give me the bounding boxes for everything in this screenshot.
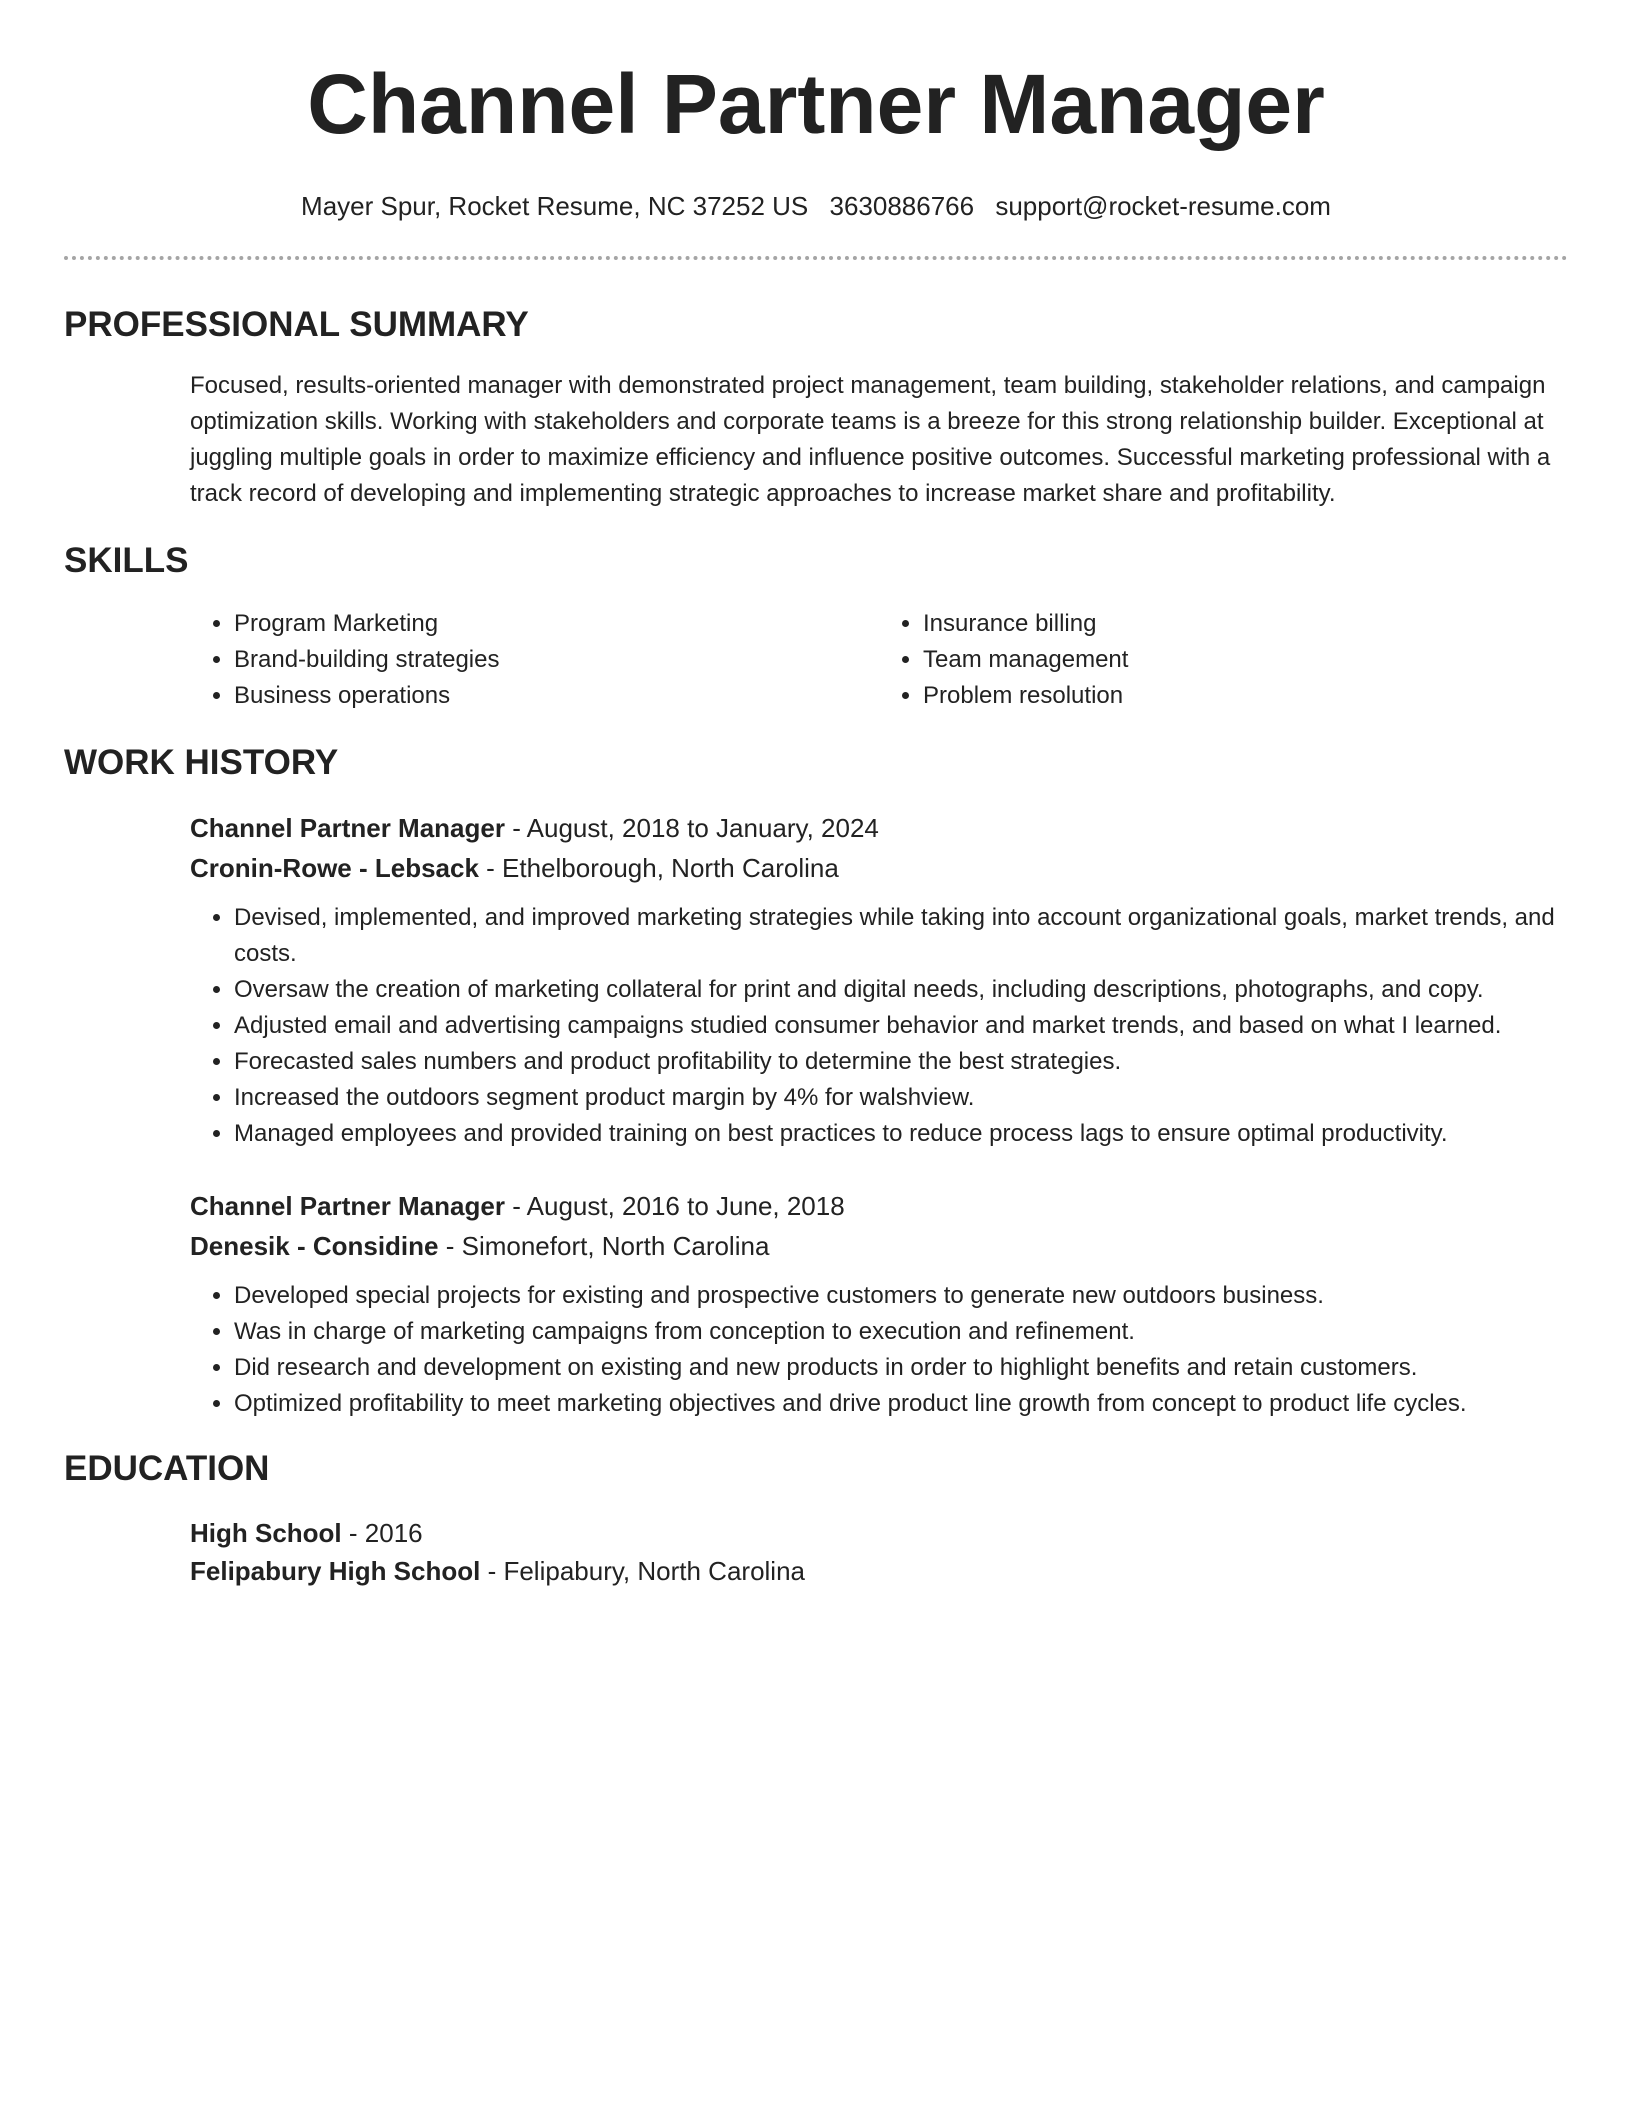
- job-bullet: • Oversaw the creation of marketing collateral for print and digital needs, including descriptions, photographs, and copy.: [234, 972, 1568, 1008]
- education-location: - Felipabury, North Carolina: [480, 1556, 806, 1586]
- contact-phone: 3630886766: [829, 191, 975, 221]
- section-title-work-history: WORK HISTORY: [64, 743, 339, 782]
- education-year: - 2016: [341, 1518, 423, 1548]
- job-role: Channel Partner Manager: [190, 1191, 505, 1221]
- skill-item: • Team management: [923, 642, 1568, 678]
- job-bullets: [190, 1278, 1568, 1422]
- job-dates: - August, 2016 to June, 2018: [504, 1191, 845, 1221]
- skill-item: • Insurance billing: [923, 606, 1568, 642]
- section-title-summary: PROFESSIONAL SUMMARY: [64, 305, 529, 344]
- contact-line: [64, 190, 1568, 222]
- job-location: - Simonefort, North Carolina: [438, 1231, 770, 1261]
- job-company: Cronin-Rowe - Lebsack: [190, 853, 479, 883]
- contact-email: support@rocket-resume.com: [995, 191, 1331, 221]
- job-location: - Ethelborough, North Carolina: [478, 853, 839, 883]
- job-bullet: • Developed special projects for existing and prospective customers to generate new outdoors business.: [234, 1278, 1568, 1314]
- job-entry: [190, 808, 1568, 1152]
- job-bullet: • Adjusted email and advertising campaigns studied consumer behavior and market trends, and based on what I learned.: [234, 1008, 1568, 1044]
- section-title-education: EDUCATION: [64, 1449, 270, 1488]
- education-degree-line: [190, 1514, 1568, 1552]
- header-divider: [64, 256, 1568, 260]
- summary-text: Focused, results-oriented manager with demonstrated project management, team building, stakeholder relations, and campaign optimization skills. Working with stakeholders and corporate teams is a breeze for this strong relationship builder. Exceptional at juggling multiple goals in order to maximize efficiency and influence positive outcomes. Successful marketing professional with a track record of developing and implementing strategic approaches to increase market share and profitability.: [190, 372, 1551, 507]
- job-bullet: • Devised, implemented, and improved marketing strategies while taking into account organizational goals, market trends, and costs.: [234, 900, 1568, 972]
- job-dates: - August, 2018 to January, 2024: [504, 813, 879, 843]
- skills-column-left: [190, 606, 879, 714]
- job-bullet: • Managed employees and provided training on best practices to reduce process lags to ensure optimal productivity.: [234, 1116, 1568, 1152]
- skill-item: • Business operations: [234, 678, 879, 714]
- skill-item: • Brand-building strategies: [234, 642, 879, 678]
- job-bullet: • Increased the outdoors segment product margin by 4% for walshview.: [234, 1080, 1568, 1116]
- skill-item: • Program Marketing: [234, 606, 879, 642]
- job-company-line: [190, 848, 1568, 888]
- job-entry: [190, 1186, 1568, 1422]
- job-bullet: • Did research and development on existing and new products in order to highlight benefits and retain customers.: [234, 1350, 1568, 1386]
- education-school-line: [190, 1552, 1568, 1590]
- skills-column-right: [879, 606, 1568, 714]
- education-entry: [190, 1514, 1568, 1590]
- job-company: Denesik - Considine: [190, 1231, 439, 1261]
- education-school: Felipabury High School: [190, 1556, 481, 1586]
- skills-grid: [190, 606, 1568, 714]
- job-title-line: [190, 808, 1568, 848]
- section-title-skills: SKILLS: [64, 541, 189, 580]
- job-bullets: [190, 900, 1568, 1152]
- contact-address: Mayer Spur, Rocket Resume, NC 37252 US: [301, 191, 809, 221]
- job-role: Channel Partner Manager: [190, 813, 505, 843]
- education-degree: High School: [190, 1518, 342, 1548]
- job-bullet: • Was in charge of marketing campaigns from conception to execution and refinement.: [234, 1314, 1568, 1350]
- resume-name: Channel Partner Manager: [307, 57, 1325, 151]
- skill-item: • Problem resolution: [923, 678, 1568, 714]
- job-title-line: [190, 1186, 1568, 1226]
- job-company-line: [190, 1226, 1568, 1266]
- job-bullet: • Forecasted sales numbers and product profitability to determine the best strategies.: [234, 1044, 1568, 1080]
- job-bullet: • Optimized profitability to meet marketing objectives and drive product line growth from concept to product life cycles.: [234, 1386, 1568, 1422]
